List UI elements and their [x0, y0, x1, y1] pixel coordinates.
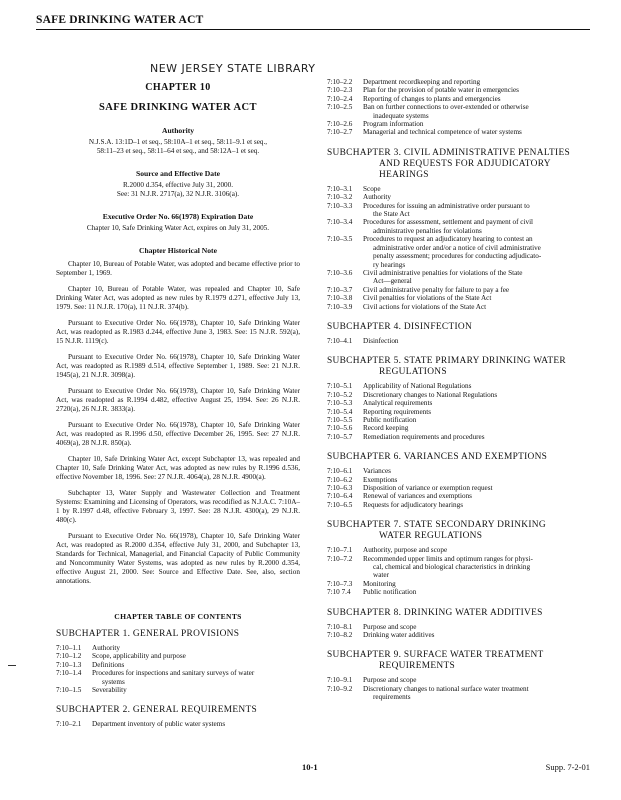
section-title	[363, 631, 590, 639]
section-title	[363, 391, 590, 399]
subchapter-heading-line: SUBCHAPTER 3. CIVIL ADMINISTRATIVE PENALTIES	[327, 147, 570, 158]
section-title	[92, 720, 300, 728]
expiration-text: Chapter 10, Safe Drinking Water Act, expires on July 31, 2005.	[86, 224, 270, 232]
toc-right	[327, 78, 590, 713]
toc-entry[interactable]	[327, 185, 590, 193]
subchapter-4	[327, 322, 590, 345]
supplement-date: Supp. 7-2-01	[545, 762, 590, 772]
subchapter-heading-line: SUBCHAPTER 2. GENERAL REQUIREMENTS	[56, 705, 258, 716]
section-title	[363, 467, 590, 475]
section-number: 7:10–5.6	[327, 424, 353, 433]
section-title-line: Requests for adjudicatory hearings	[363, 500, 463, 509]
section-number: 7:10 7.4	[327, 588, 351, 597]
section-title-line: Civil administrative penalties for violations of the State	[363, 268, 523, 277]
section-title-line: Analytical requirements	[363, 399, 433, 408]
section-title	[363, 120, 590, 128]
subchapter-heading-line: SUBCHAPTER 1. GENERAL PROVISIONS	[56, 629, 240, 639]
section-title-line: Remediation requirements and procedures	[363, 432, 485, 441]
toc-entry[interactable]	[327, 424, 590, 432]
toc-entry[interactable]	[327, 588, 590, 596]
section-number: 7:10–5.5	[327, 415, 353, 424]
subchapter-heading-line: SUBCHAPTER 6. VARIANCES AND EXEMPTIONS	[327, 452, 548, 463]
section-title-line: ry hearings	[373, 260, 406, 269]
subchapter-2	[327, 78, 590, 137]
toc-entry[interactable]	[56, 644, 300, 652]
section-number: 7:10–3.5	[327, 235, 353, 244]
toc-entry[interactable]	[327, 476, 590, 484]
section-number: 7:10–1.5	[56, 686, 82, 695]
subchapter-heading-line: SUBCHAPTER 4. DISINFECTION	[327, 321, 473, 332]
section-number: 7:10–2.6	[327, 120, 353, 129]
toc-entry[interactable]	[327, 484, 590, 492]
section-number: 7:10–6.3	[327, 484, 353, 492]
chapter-title: SAFE DRINKING WATER ACT	[99, 102, 257, 113]
history-paragraph: Pursuant to Executive Order No. 66(1978), Chapter 10, Safe Drinking Water Act, was readopted as R.1994 d.482, effective August 25, 1994. See: 26 N.J.R. 2720(a), 26 N.J.R. 3833(a).	[56, 387, 300, 413]
section-title-line: Purpose and scope	[363, 622, 417, 631]
history-paragraph: Chapter 10, Bureau of Potable Water, was adopted and became effective prior to September 1, 1969.	[56, 260, 300, 277]
section-title-line: cal, chemical and biological characteristics in drinking	[373, 563, 531, 572]
subchapter-heading	[56, 705, 300, 716]
toc-entry[interactable]	[327, 303, 590, 311]
history-paragraph: Chapter 10, Safe Drinking Water Act, except Subchapter 13, was repealed and Chapter 10, Safe Drinking Water Act, was adopted as new rules by R.1996 d.536, effective November 18, 1996. See: 27 N.J.R. 4064(a), 28 N.J.R. 4900(a).	[56, 455, 300, 481]
history-heading: Chapter Historical Note	[139, 246, 217, 255]
section-number: 7:10–5.3	[327, 399, 353, 408]
section-title	[363, 269, 590, 286]
subchapter-heading-line: AND REQUESTS FOR ADJUDICATORY HEARINGS	[379, 158, 551, 180]
section-number: 7:10–2.2	[327, 78, 353, 86]
section-number: 7:10–2.5	[327, 103, 353, 112]
section-title-line: Recommended upper limits and optimum ranges for physi-	[363, 554, 533, 563]
section-title	[363, 86, 590, 94]
section-title-line: Plan for the provision of potable water in emergencies	[363, 86, 519, 95]
subchapter-heading	[327, 452, 590, 463]
section-title	[92, 686, 300, 694]
section-number: 7:10–4.1	[327, 336, 353, 345]
section-number: 7:10–7.3	[327, 579, 353, 588]
toc-entry[interactable]	[327, 685, 590, 702]
section-number: 7:10–1.1	[56, 644, 82, 652]
subchapter-1	[56, 629, 300, 694]
section-title-line: Severability	[92, 686, 127, 695]
section-title	[363, 128, 590, 136]
subchapter-heading	[327, 608, 590, 619]
section-number: 7:10–9.1	[327, 676, 353, 685]
section-title	[363, 303, 590, 311]
section-title-line: the State Act	[373, 210, 410, 219]
section-number: 7:10–2.3	[327, 86, 353, 95]
section-title	[363, 95, 590, 103]
section-title-line: Public notification	[363, 588, 417, 597]
subchapter-heading-line: REGULATIONS	[379, 367, 447, 378]
toc-entry[interactable]	[327, 103, 590, 120]
subchapter-heading-line: WATER REGULATIONS	[379, 531, 483, 542]
section-number: 7:10–6.2	[327, 475, 353, 484]
toc-entry[interactable]	[327, 580, 590, 588]
section-title	[363, 286, 590, 294]
section-number: 7:10–3.6	[327, 268, 353, 277]
section-title-line: penalty assessment; procedures for conducting adjudicato-	[373, 252, 542, 261]
section-title-line: Reporting requirements	[363, 407, 432, 416]
toc-entry[interactable]	[327, 623, 590, 631]
section-title	[363, 416, 590, 424]
section-title	[363, 408, 590, 416]
toc-entry[interactable]	[56, 661, 300, 669]
section-title-line: Record keeping	[363, 424, 409, 433]
authority-block	[56, 126, 300, 156]
subchapter-8	[327, 608, 590, 640]
running-header: SAFE DRINKING WATER ACT	[36, 14, 590, 30]
section-number: 7:10–5.7	[327, 432, 353, 441]
toc-entry[interactable]	[327, 433, 590, 441]
section-title	[363, 676, 590, 684]
section-title	[363, 337, 590, 345]
section-number: 7:10–3.2	[327, 193, 353, 202]
section-title-line: Renewal of variances and exemptions	[363, 492, 472, 501]
toc-entry[interactable]	[327, 416, 590, 424]
section-number: 7:10–3.7	[327, 285, 353, 294]
section-number: 7:10–8.1	[327, 622, 353, 631]
section-title	[363, 476, 590, 484]
section-title	[92, 644, 300, 652]
page-number: 10-1	[302, 762, 318, 772]
section-title-line: Drinking water additives	[363, 631, 435, 640]
section-number: 7:10–6.4	[327, 492, 353, 501]
section-title	[363, 685, 590, 702]
toc-entry[interactable]	[327, 86, 590, 94]
section-number: 7:10–7.2	[327, 554, 353, 563]
toc-entry[interactable]	[327, 555, 590, 580]
toc-entry[interactable]	[327, 286, 590, 294]
section-title-line: Authority	[92, 644, 120, 652]
section-title-line: Reporting of changes to plants and emergencies	[363, 94, 501, 103]
section-title	[363, 492, 590, 500]
section-title-line: Purpose and scope	[363, 676, 417, 685]
toc-entry[interactable]	[327, 218, 590, 235]
section-title-line: Disposition of variance or exemption request	[363, 484, 493, 492]
section-number: 7:10–3.3	[327, 201, 353, 210]
section-title	[363, 218, 590, 235]
section-title	[363, 484, 590, 492]
section-title	[363, 588, 590, 596]
section-number: 7:10–5.4	[327, 407, 353, 416]
history-paragraph: Pursuant to Executive Order No. 66(1978), Chapter 10, Safe Drinking Water Act, was readopted as R.1983 d.244, effective June 3, 1983. See: 15 N.J.R. 592(a), 15 N.J.R. 1119(c).	[56, 319, 300, 345]
toc-entry[interactable]	[327, 235, 590, 269]
history-paragraph: Pursuant to Executive Order No. 66(1978), Chapter 10, Safe Drinking Water Act, was readopted as R.1996 d.50, effective December 26, 1995. See: 27 N.J.R. 4069(a), 28 N.J.R. 850(a).	[56, 421, 300, 447]
history-paragraph: Chapter 10, Bureau of Potable Water, was repealed and Chapter 10, Safe Drinking Water Act, was adopted as new rules by R.1979 d.271, effective July 13, 1979. See: 11 N.J.R. 170(a), 11 N.J.R. 374(b).	[56, 285, 300, 311]
toc-entry[interactable]	[56, 720, 300, 728]
subchapter-3	[327, 148, 590, 311]
section-title	[363, 399, 590, 407]
subchapter-heading-line: SUBCHAPTER 8. DRINKING WATER ADDITIVES	[327, 607, 543, 618]
toc-entry[interactable]	[56, 652, 300, 660]
toc-entry[interactable]	[56, 686, 300, 694]
history-paragraph: Subchapter 13, Water Supply and Wastewater Collection and Treatment Systems: Examining and Licensing of Operators, was recodified as N.J.A.C. 7:10A–1 by R.1997 d.48, effective February 3, 1997. See: 28 N.J.R. 4300(a), 29 N.J.R. 480(c).	[56, 489, 300, 524]
section-title-line: Procedures for issuing an administrative order pursuant to	[363, 201, 530, 210]
section-title	[363, 294, 590, 302]
section-number: 7:10–5.1	[327, 382, 353, 391]
section-number: 7:10–6.1	[327, 467, 353, 476]
authority-line: N.J.S.A. 13:1D–1 et seq., 58:10A–1 et seq., 58:11–9.1 et seq.,	[88, 138, 268, 146]
section-number: 7:10–9.2	[327, 684, 353, 693]
section-title-line: Procedures for assessment, settlement and payment of civil	[363, 218, 534, 227]
section-title-line: Exemptions	[363, 475, 398, 484]
section-title	[363, 623, 590, 631]
toc-entry[interactable]	[327, 467, 590, 475]
section-title	[363, 235, 590, 269]
section-number: 7:10–5.2	[327, 390, 353, 399]
toc-entry[interactable]	[327, 269, 590, 286]
subchapter-6	[327, 452, 590, 509]
section-title-line: Authority	[363, 193, 391, 202]
subchapter-heading	[327, 322, 590, 333]
section-title-line: Managerial and technical competence of water systems	[363, 128, 522, 137]
toc-entry[interactable]	[56, 669, 300, 686]
toc-entry[interactable]	[327, 501, 590, 509]
section-title-line: Applicability of National Regulations	[363, 382, 472, 391]
toc-entry[interactable]	[327, 193, 590, 201]
section-number: 7:10–3.9	[327, 302, 353, 311]
section-title-line: Definitions	[92, 660, 125, 669]
section-title-line: water	[373, 571, 389, 580]
history-paragraphs	[56, 260, 300, 586]
expiration-block	[56, 212, 300, 233]
section-title-line: Discretionary changes to national surface water treatment	[363, 684, 529, 693]
toc-entry[interactable]	[327, 120, 590, 128]
section-title	[92, 652, 300, 660]
section-title-line: Public notification	[363, 415, 417, 424]
toc-entry[interactable]	[327, 78, 590, 86]
section-title-line: requirements	[373, 693, 411, 702]
left-column	[56, 82, 300, 740]
subchapter-heading-line: SUBCHAPTER 9. SURFACE WATER TREATMENT	[327, 650, 544, 661]
section-title-line: Department inventory of public water systems	[92, 720, 226, 729]
section-title-line: Authority, purpose and scope	[363, 546, 448, 555]
history-paragraph: Pursuant to Executive Order No. 66(1978), Chapter 10, Safe Drinking Water Act, was readopted as R.2000 d.354, effective July 31, 2000, and Subchapter 13, Standards for Technical, Managerial, and Financial Capacity of Public Community and Noncommunity Water Systems, was adopted as new rules by R.2000 d.354, effective August 21, 2000. See: Source and Effective Date. See, also, section annotations.	[56, 532, 300, 585]
section-title-line: administrative penalties for violations	[373, 226, 482, 235]
subchapter-heading	[327, 356, 590, 378]
authority-line: 58:11–23 et seq., 58:11–64 et seq., and 58:12A–1 et seq.	[96, 147, 260, 155]
section-title	[363, 501, 590, 509]
section-title	[363, 546, 590, 554]
subchapter-heading	[327, 650, 590, 672]
section-title-line: Department recordkeeping and reporting	[363, 78, 481, 86]
toc-entry[interactable]	[327, 294, 590, 302]
section-title	[363, 202, 590, 219]
margin-mark	[8, 665, 16, 666]
section-title-line: Procedures for inspections and sanitary surveys of water	[92, 669, 255, 678]
section-number: 7:10–1.4	[56, 669, 82, 678]
section-number: 7:10–8.2	[327, 631, 353, 640]
toc-entry[interactable]	[327, 382, 590, 390]
toc-entry[interactable]	[327, 399, 590, 407]
section-number: 7:10–2.1	[56, 720, 82, 729]
toc-left	[56, 629, 300, 729]
section-title-line: Ban on further connections to over-extended or otherwise	[363, 103, 529, 112]
section-number: 7:10–6.5	[327, 500, 353, 509]
section-title-line: Act—general	[373, 277, 412, 286]
toc-entry[interactable]	[327, 408, 590, 416]
toc-entry[interactable]	[327, 546, 590, 554]
section-number: 7:10–3.4	[327, 218, 353, 227]
section-title	[363, 580, 590, 588]
history-paragraph: Pursuant to Executive Order No. 66(1978), Chapter 10, Safe Drinking Water Act, was readopted as R.1989 d.514, effective September 1, 1989. See: 21 N.J.R. 1945(a), 21 N.J.R. 3098(a).	[56, 353, 300, 379]
section-number: 7:10–2.4	[327, 94, 353, 103]
toc-entry[interactable]	[327, 391, 590, 399]
subchapter-9	[327, 650, 590, 701]
section-title-line: Civil actions for violations of the State Act	[363, 302, 487, 311]
section-number: 7:10–1.2	[56, 652, 82, 661]
section-title	[363, 382, 590, 390]
toc-title: CHAPTER TABLE OF CONTENTS	[114, 612, 242, 621]
section-title	[363, 103, 590, 120]
subchapter-2	[56, 705, 300, 728]
subchapter-heading	[56, 629, 300, 640]
section-number: 7:10–3.1	[327, 184, 353, 193]
section-title-line: Civil administrative penalty for failure to pay a fee	[363, 285, 510, 294]
chapter-number: CHAPTER 10	[145, 82, 211, 93]
toc-entry[interactable]	[327, 95, 590, 103]
source-line: R.2000 d.354, effective July 31, 2000.	[122, 181, 234, 189]
toc-entry[interactable]	[327, 492, 590, 500]
section-title	[363, 193, 590, 201]
toc-entry[interactable]	[327, 202, 590, 219]
section-title-line: systems	[102, 677, 125, 686]
subchapter-heading-line: REQUIREMENTS	[379, 661, 455, 672]
source-line: See: 31 N.J.R. 2717(a), 32 N.J.R. 3106(a).	[116, 190, 240, 198]
library-stamp: NEW JERSEY STATE LIBRARY	[150, 62, 316, 75]
section-title-line: Discretionary changes to National Regulations	[363, 390, 498, 399]
subchapter-heading	[327, 148, 590, 181]
section-title-line: Civil penalties for violations of the State Act	[363, 294, 492, 303]
toc-entry[interactable]	[327, 631, 590, 639]
section-title-line: Scope	[363, 184, 381, 193]
section-title-line: administrative order and/or a notice of civil administrative	[373, 243, 541, 252]
section-number: 7:10–3.8	[327, 294, 353, 303]
subchapter-5	[327, 356, 590, 441]
toc-entry[interactable]	[327, 128, 590, 136]
subchapter-heading-line: SUBCHAPTER 5. STATE PRIMARY DRINKING WATER	[327, 356, 566, 367]
section-number: 7:10–2.7	[327, 128, 353, 137]
section-title-line: Variances	[363, 467, 391, 476]
section-title	[363, 433, 590, 441]
section-title	[363, 555, 590, 580]
subchapter-heading	[327, 520, 590, 542]
section-title-line: Procedures to request an adjudicatory hearing to contest an	[363, 235, 533, 244]
section-title-line: Monitoring	[363, 579, 396, 588]
section-title	[363, 78, 590, 86]
source-heading: Source and Effective Date	[135, 169, 220, 178]
section-number: 7:10–1.3	[56, 660, 82, 669]
section-title	[363, 185, 590, 193]
section-title-line: inadequate systems	[373, 111, 429, 120]
subchapter-heading-line: SUBCHAPTER 7. STATE SECONDARY DRINKING	[327, 520, 546, 531]
source-block	[56, 169, 300, 199]
section-title	[363, 424, 590, 432]
subchapter-7	[327, 520, 590, 596]
toc-entry[interactable]	[327, 676, 590, 684]
section-number: 7:10–7.1	[327, 546, 353, 555]
section-title	[92, 669, 300, 686]
section-title-line: Program information	[363, 120, 424, 129]
section-title-line: Scope, applicability and purpose	[92, 652, 186, 661]
expiration-heading: Executive Order No. 66(1978) Expiration Date	[102, 212, 254, 221]
section-title	[92, 661, 300, 669]
section-title-line: Disinfection	[363, 336, 399, 345]
authority-heading: Authority	[161, 126, 195, 135]
toc-entry[interactable]	[327, 337, 590, 345]
